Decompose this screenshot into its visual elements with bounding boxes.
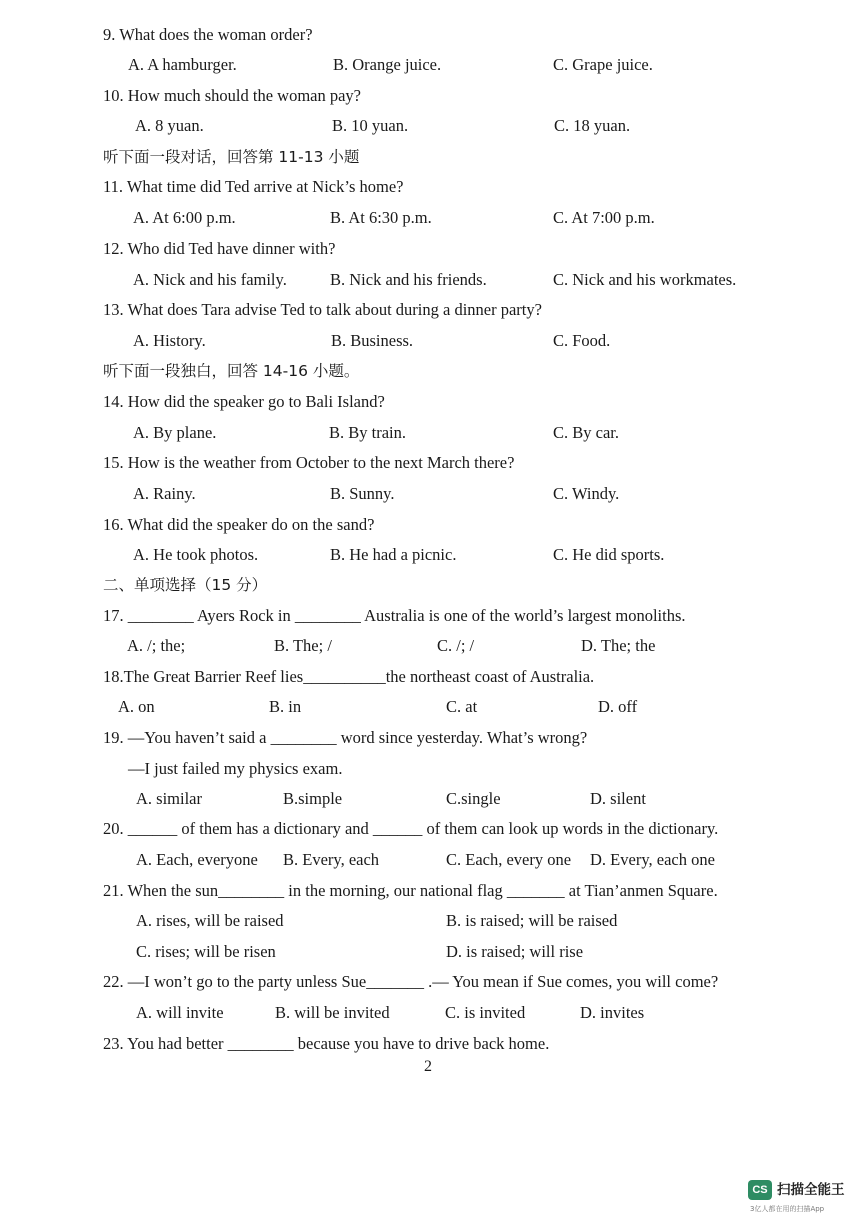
answer-option-b: B. By train. [329,423,406,442]
question-line [0,81,867,111]
question-text: 19. —You haven’t said a ________ word since yesterday. What’s wrong? [103,728,588,747]
question-line [0,754,867,784]
question-line [0,234,867,264]
question-line [0,876,867,906]
question-text: 15. How is the weather from October to the next March there? [103,453,515,472]
answer-option-d: D. off [598,697,638,716]
answer-option-c: C. is invited [445,1003,526,1022]
question-line [0,448,867,478]
answer-option-d: D. The; the [581,636,656,655]
question-text: 14. How did the speaker go to Bali Island? [103,392,385,411]
answer-option-a: A. Each, everyone [136,850,258,869]
options-line [0,692,867,722]
answer-option-a: A. will invite [136,1003,224,1022]
answer-option-a: A. /; the; [127,636,186,655]
question-line [0,723,867,753]
section-heading: 听下面一段对话，回答第 11-13 小题 [103,148,360,166]
question-text: 11. What time did Ted arrive at Nick’s home? [103,177,404,196]
answer-option-a: A. A hamburger. [128,55,237,74]
question-text: 22. —I won’t go to the party unless Sue_______ .— You mean if Sue comes, you will come? [103,972,719,991]
watermark-tagline: 3亿人都在用的扫描App [750,1205,825,1213]
question-text: 9. What does the woman order? [103,25,313,44]
options-line [0,540,867,570]
answer-option-b: B. At 6:30 p.m. [330,208,432,227]
answer-option-b: B.simple [283,789,343,808]
question-line [0,967,867,997]
answer-option-a: A. At 6:00 p.m. [133,208,236,227]
question-text: 18.The Great Barrier Reef lies__________the northeast coast of Australia. [103,667,595,686]
question-text: 13. What does Tara advise Ted to talk about during a dinner party? [103,300,542,319]
question-line [0,1029,867,1059]
answer-option-c: C. At 7:00 p.m. [553,208,655,227]
options-line [0,631,867,661]
options-line [0,418,867,448]
answer-option-b: B. Orange juice. [333,55,442,74]
question-line [0,510,867,540]
scanner-watermark [748,1178,858,1222]
options-line [0,998,867,1028]
answer-option-c: C. /; / [437,636,475,655]
answer-option-b: B. The; / [274,636,332,655]
answer-option-b: B. He had a picnic. [330,545,457,564]
section-heading-line [0,356,867,386]
answer-option-c: C. 18 yuan. [554,116,631,135]
answer-option-c: C. Food. [553,331,611,350]
section-heading: 听下面一段独白，回答 14-16 小题。 [103,362,360,380]
question-text: 21. When the sun________ in the morning, our national flag _______ at Tian’anmen Square. [103,881,718,900]
options-line [0,326,867,356]
question-line [0,662,867,692]
options-line [0,937,867,967]
watermark-app-name: 扫描全能王 [777,1182,845,1198]
answer-option-a: A. 8 yuan. [135,116,204,135]
section-heading-line [0,570,867,600]
answer-option-c: C. By car. [553,423,619,442]
answer-option-a: A. on [118,697,155,716]
question-line [0,387,867,417]
question-text: 23. You had better ________ because you have to drive back home. [103,1034,550,1053]
answer-option-b: B. Nick and his friends. [330,270,487,289]
options-line [0,479,867,509]
answer-option-c: C. at [446,697,478,716]
options-line [0,111,867,141]
answer-option-d: D. invites [580,1003,645,1022]
options-line [0,203,867,233]
answer-option-b: B. will be invited [275,1003,390,1022]
question-text: 10. How much should the woman pay? [103,86,361,105]
options-line [0,265,867,295]
question-line [0,814,867,844]
answer-option-c: C.single [446,789,501,808]
answer-option-c: C. Nick and his workmates. [553,270,737,289]
question-text: —I just failed my physics exam. [128,759,343,778]
answer-option-b: B. is raised; will be raised [446,911,618,930]
question-text: 16. What did the speaker do on the sand? [103,515,375,534]
options-line [0,50,867,80]
answer-option-a: A. Rainy. [133,484,196,503]
page-number: 2 [424,1058,432,1075]
answer-option-a: A. He took photos. [133,545,259,564]
answer-option-c: C. He did sports. [553,545,665,564]
section-heading: 二、单项选择（15 分） [103,576,268,594]
section-heading-line [0,142,867,172]
question-text: 17. ________ Ayers Rock in ________ Australia is one of the world’s largest monoliths. [103,606,686,625]
question-text: 20. ______ of them has a dictionary and ______ of them can look up words in the dictionary. [103,819,719,838]
answer-option-d: D. silent [590,789,646,808]
answer-option-b: B. in [269,697,302,716]
answer-option-b: B. 10 yuan. [332,116,409,135]
answer-option-a: A. similar [136,789,202,808]
question-text: 12. Who did Ted have dinner with? [103,239,336,258]
answer-option-a: A. rises, will be raised [136,911,284,930]
question-line [0,295,867,325]
question-line [0,172,867,202]
options-line [0,845,867,875]
answer-option-c: C. Windy. [553,484,620,503]
answer-option-b: B. Every, each [283,850,380,869]
answer-option-b: B. Sunny. [330,484,395,503]
answer-option-c: C. Grape juice. [553,55,653,74]
answer-option-d: D. Every, each one [590,850,715,869]
answer-option-a: A. History. [133,331,206,350]
answer-option-c: C. Each, every one [446,850,572,869]
options-line [0,906,867,936]
answer-option-a: C. rises; will be risen [136,942,276,961]
camscanner-logo-icon: CS [748,1180,772,1200]
answer-option-a: A. Nick and his family. [133,270,287,289]
options-line [0,784,867,814]
question-line [0,20,867,50]
answer-option-b: B. Business. [331,331,414,350]
question-line [0,601,867,631]
answer-option-b: D. is raised; will rise [446,942,584,961]
answer-option-a: A. By plane. [133,423,217,442]
